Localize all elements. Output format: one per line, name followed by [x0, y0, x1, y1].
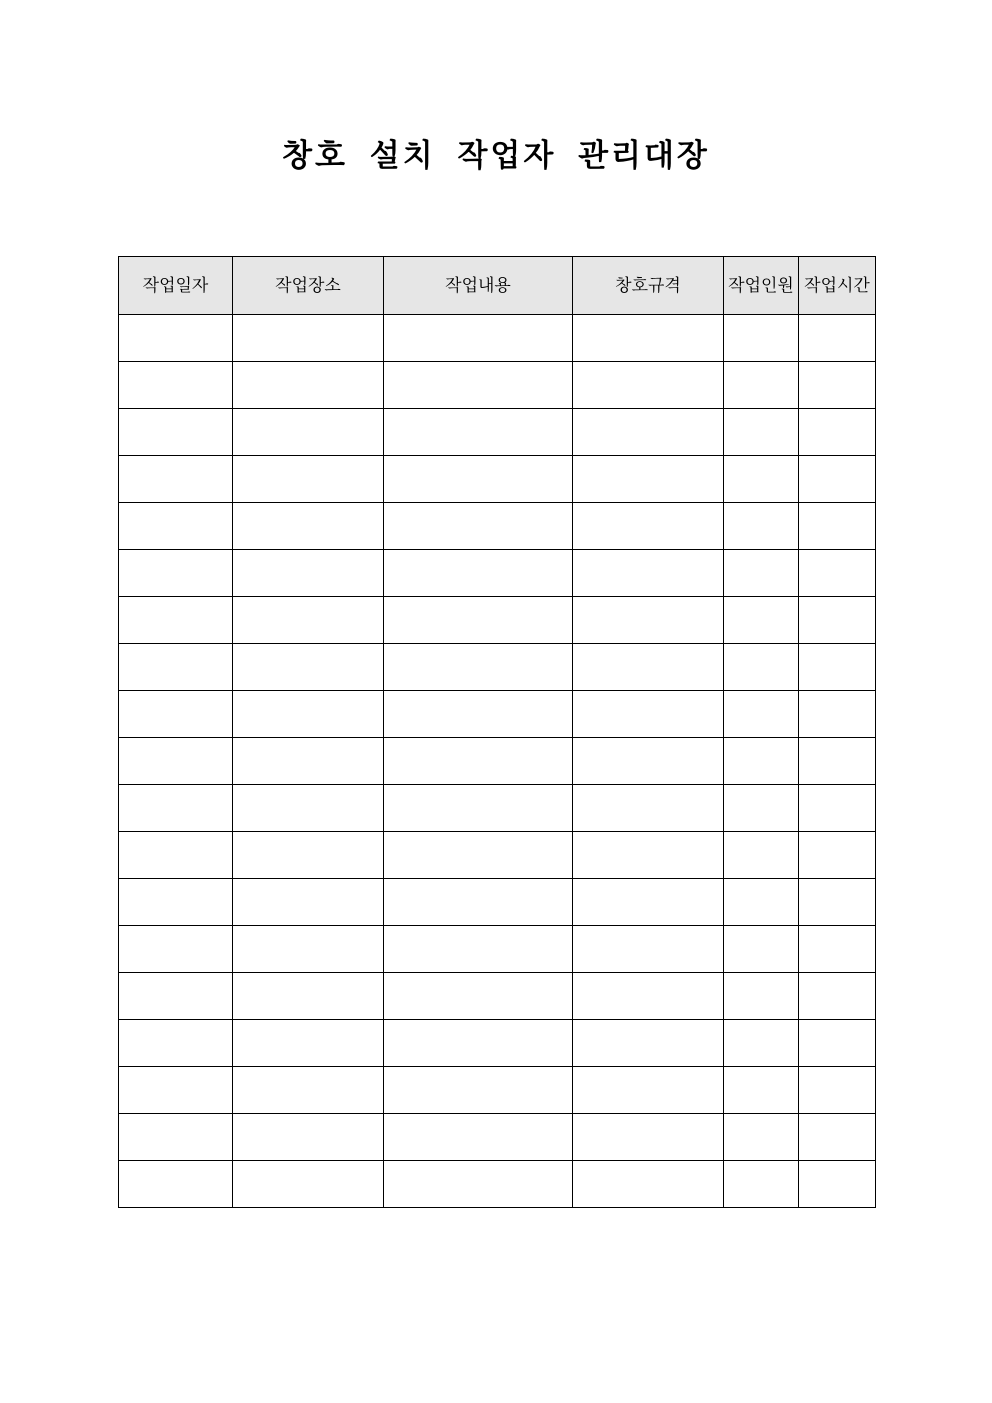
- table-header-row: [119, 257, 876, 315]
- cell-work-content[interactable]: [384, 456, 573, 503]
- cell-window-spec[interactable]: [573, 691, 724, 738]
- cell-work-hours[interactable]: [799, 1161, 876, 1208]
- table-row: [119, 785, 876, 832]
- cell-work-content[interactable]: [384, 503, 573, 550]
- cell-worker-count[interactable]: [724, 503, 799, 550]
- cell-work-location[interactable]: [233, 644, 384, 691]
- cell-work-hours[interactable]: [799, 550, 876, 597]
- cell-work-date[interactable]: [119, 409, 233, 456]
- cell-work-hours[interactable]: [799, 503, 876, 550]
- table-row: [119, 879, 876, 926]
- cell-worker-count[interactable]: [724, 362, 799, 409]
- cell-work-hours[interactable]: [799, 362, 876, 409]
- cell-worker-count[interactable]: [724, 926, 799, 973]
- cell-work-content[interactable]: [384, 1020, 573, 1067]
- cell-work-location[interactable]: [233, 456, 384, 503]
- table-row: [119, 1067, 876, 1114]
- table-row: [119, 456, 876, 503]
- header-work-date: 작업일자: [119, 257, 233, 315]
- cell-work-location[interactable]: [233, 973, 384, 1020]
- cell-work-date[interactable]: [119, 644, 233, 691]
- cell-work-date[interactable]: [119, 597, 233, 644]
- cell-window-spec[interactable]: [573, 550, 724, 597]
- cell-work-hours[interactable]: [799, 409, 876, 456]
- cell-work-location[interactable]: [233, 1161, 384, 1208]
- cell-work-location[interactable]: [233, 503, 384, 550]
- table-row: [119, 1161, 876, 1208]
- cell-work-location[interactable]: [233, 926, 384, 973]
- cell-work-content[interactable]: [384, 1114, 573, 1161]
- cell-work-date[interactable]: [119, 1067, 233, 1114]
- cell-worker-count[interactable]: [724, 832, 799, 879]
- cell-window-spec[interactable]: [573, 785, 724, 832]
- cell-work-date[interactable]: [119, 1020, 233, 1067]
- cell-work-location[interactable]: [233, 879, 384, 926]
- cell-window-spec[interactable]: [573, 315, 724, 362]
- cell-work-hours[interactable]: [799, 785, 876, 832]
- header-worker-count: 작업인원: [724, 257, 799, 315]
- cell-work-content[interactable]: [384, 409, 573, 456]
- cell-work-date[interactable]: [119, 879, 233, 926]
- cell-work-hours[interactable]: [799, 879, 876, 926]
- cell-worker-count[interactable]: [724, 879, 799, 926]
- cell-work-hours[interactable]: [799, 597, 876, 644]
- cell-work-hours[interactable]: [799, 315, 876, 362]
- cell-work-location[interactable]: [233, 832, 384, 879]
- cell-window-spec[interactable]: [573, 926, 724, 973]
- cell-work-content[interactable]: [384, 973, 573, 1020]
- cell-work-location[interactable]: [233, 362, 384, 409]
- cell-work-date[interactable]: [119, 1114, 233, 1161]
- cell-work-hours[interactable]: [799, 1020, 876, 1067]
- cell-worker-count[interactable]: [724, 597, 799, 644]
- table-row: [119, 644, 876, 691]
- cell-work-hours[interactable]: [799, 644, 876, 691]
- cell-work-hours[interactable]: [799, 1114, 876, 1161]
- cell-work-date[interactable]: [119, 691, 233, 738]
- cell-window-spec[interactable]: [573, 879, 724, 926]
- cell-work-date[interactable]: [119, 926, 233, 973]
- table-row: [119, 738, 876, 785]
- table-row: [119, 1114, 876, 1161]
- cell-worker-count[interactable]: [724, 1067, 799, 1114]
- cell-window-spec[interactable]: [573, 456, 724, 503]
- cell-window-spec[interactable]: [573, 503, 724, 550]
- cell-work-date[interactable]: [119, 973, 233, 1020]
- cell-worker-count[interactable]: [724, 785, 799, 832]
- cell-work-location[interactable]: [233, 597, 384, 644]
- table-row: [119, 1020, 876, 1067]
- cell-work-location[interactable]: [233, 738, 384, 785]
- header-work-content: 작업내용: [384, 257, 573, 315]
- cell-window-spec[interactable]: [573, 738, 724, 785]
- cell-work-content[interactable]: [384, 1161, 573, 1208]
- cell-work-location[interactable]: [233, 550, 384, 597]
- document-title: 창호 설치 작업자 관리대장: [282, 138, 710, 174]
- cell-work-date[interactable]: [119, 315, 233, 362]
- table-row: [119, 315, 876, 362]
- cell-work-content[interactable]: [384, 832, 573, 879]
- cell-work-content[interactable]: [384, 644, 573, 691]
- cell-window-spec[interactable]: [573, 644, 724, 691]
- table-body: [119, 315, 876, 1208]
- cell-worker-count[interactable]: [724, 691, 799, 738]
- cell-work-date[interactable]: [119, 550, 233, 597]
- table-row: [119, 550, 876, 597]
- cell-window-spec[interactable]: [573, 1067, 724, 1114]
- table-row: [119, 503, 876, 550]
- cell-worker-count[interactable]: [724, 315, 799, 362]
- cell-worker-count[interactable]: [724, 1161, 799, 1208]
- header-work-location: 작업장소: [233, 257, 384, 315]
- cell-work-hours[interactable]: [799, 738, 876, 785]
- cell-work-date[interactable]: [119, 738, 233, 785]
- table-row: [119, 362, 876, 409]
- cell-worker-count[interactable]: [724, 738, 799, 785]
- cell-work-date[interactable]: [119, 456, 233, 503]
- cell-worker-count[interactable]: [724, 1020, 799, 1067]
- header-window-spec: 창호규격: [573, 257, 724, 315]
- cell-window-spec[interactable]: [573, 832, 724, 879]
- cell-window-spec[interactable]: [573, 1161, 724, 1208]
- cell-worker-count[interactable]: [724, 456, 799, 503]
- cell-work-date[interactable]: [119, 832, 233, 879]
- cell-worker-count[interactable]: [724, 409, 799, 456]
- cell-work-content[interactable]: [384, 362, 573, 409]
- cell-work-location[interactable]: [233, 785, 384, 832]
- table-row: [119, 926, 876, 973]
- cell-work-date[interactable]: [119, 1161, 233, 1208]
- cell-work-content[interactable]: [384, 315, 573, 362]
- cell-worker-count[interactable]: [724, 550, 799, 597]
- cell-work-location[interactable]: [233, 315, 384, 362]
- cell-work-content[interactable]: [384, 926, 573, 973]
- cell-work-location[interactable]: [233, 1067, 384, 1114]
- cell-work-location[interactable]: [233, 691, 384, 738]
- cell-work-date[interactable]: [119, 362, 233, 409]
- cell-window-spec[interactable]: [573, 409, 724, 456]
- cell-work-date[interactable]: [119, 503, 233, 550]
- cell-window-spec[interactable]: [573, 1020, 724, 1067]
- cell-work-date[interactable]: [119, 785, 233, 832]
- cell-worker-count[interactable]: [724, 1114, 799, 1161]
- cell-work-content[interactable]: [384, 785, 573, 832]
- cell-work-hours[interactable]: [799, 926, 876, 973]
- table-row: [119, 597, 876, 644]
- cell-work-content[interactable]: [384, 550, 573, 597]
- cell-work-content[interactable]: [384, 1067, 573, 1114]
- table-row: [119, 691, 876, 738]
- header-work-hours: 작업시간: [799, 257, 876, 315]
- cell-work-content[interactable]: [384, 738, 573, 785]
- cell-work-hours[interactable]: [799, 456, 876, 503]
- cell-worker-count[interactable]: [724, 644, 799, 691]
- cell-window-spec[interactable]: [573, 1114, 724, 1161]
- cell-work-hours[interactable]: [799, 973, 876, 1020]
- cell-work-hours[interactable]: [799, 1067, 876, 1114]
- cell-window-spec[interactable]: [573, 973, 724, 1020]
- cell-work-location[interactable]: [233, 409, 384, 456]
- cell-work-content[interactable]: [384, 691, 573, 738]
- cell-worker-count[interactable]: [724, 973, 799, 1020]
- table-row: [119, 409, 876, 456]
- cell-window-spec[interactable]: [573, 362, 724, 409]
- cell-work-hours[interactable]: [799, 832, 876, 879]
- cell-window-spec[interactable]: [573, 597, 724, 644]
- cell-work-hours[interactable]: [799, 691, 876, 738]
- cell-work-content[interactable]: [384, 879, 573, 926]
- worker-register-table: [118, 256, 876, 1208]
- table-row: [119, 832, 876, 879]
- cell-work-location[interactable]: [233, 1114, 384, 1161]
- cell-work-location[interactable]: [233, 1020, 384, 1067]
- cell-work-content[interactable]: [384, 597, 573, 644]
- table-row: [119, 973, 876, 1020]
